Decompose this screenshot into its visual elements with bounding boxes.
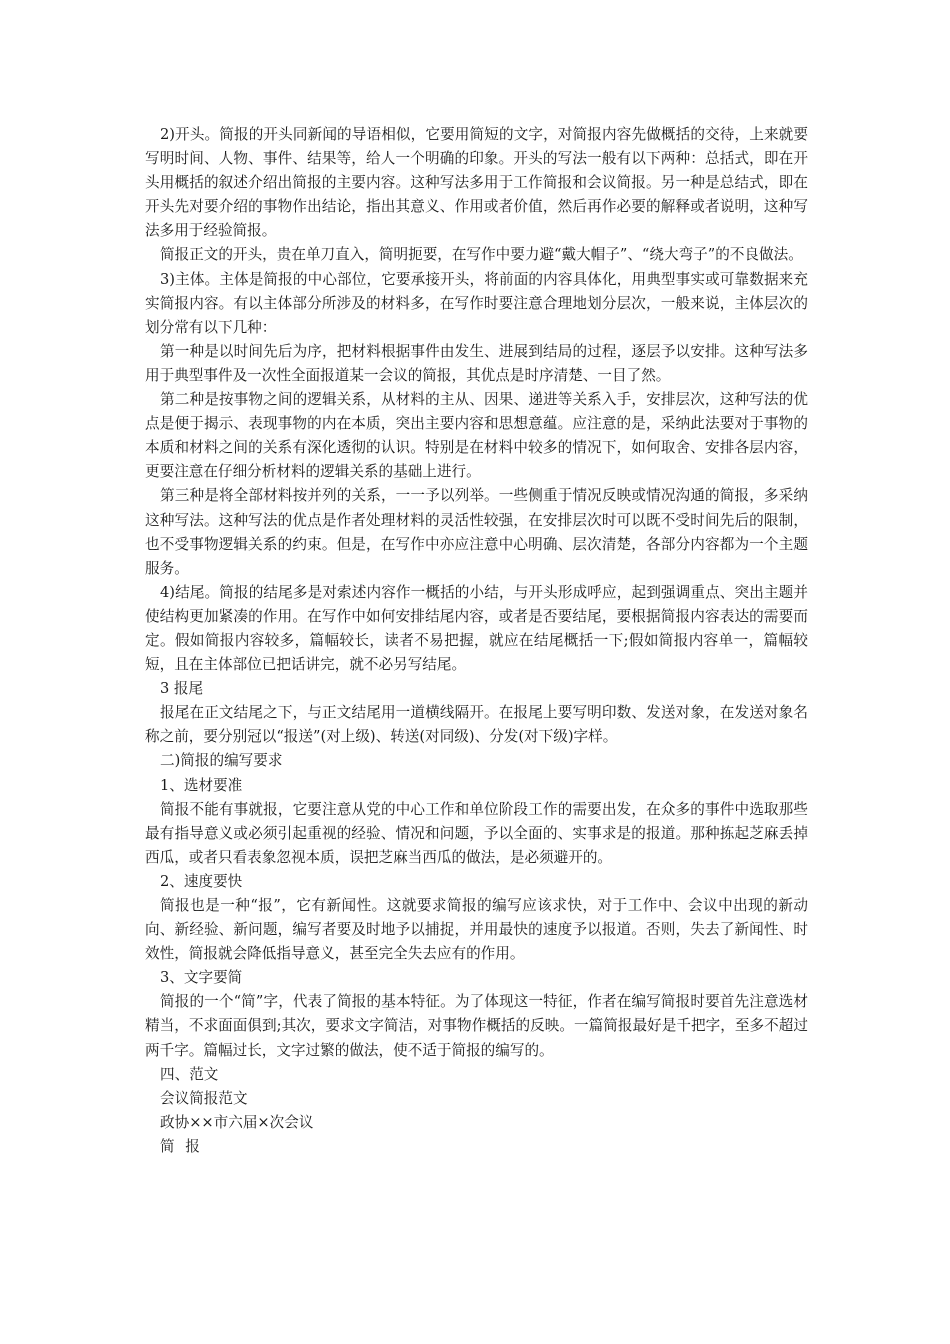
paragraph-method-two: 第二种是按事物之间的逻辑关系，从材料的主从、因果、递进等关系入手，安排层次，这种写法的优点是便于揭示、表现事物的内在本质，突出主要内容和思想意蕴。应注意的是，采纳此法要对于事物的本质和材料之间的关系有深化透彻的认识。特别是在材料中较多的情况下，如何取舍、安排各层内容，更要注意在仔细分析材料的逻辑关系的基础上进行。 — [145, 391, 808, 481]
heading-meeting-sample: 会议简报范文 — [160, 1089, 248, 1107]
paragraph-ending: 4)结尾。简报的结尾多是对索述内容作一概括的小结，与开头形成呼应，起到强调重点、突出主题并使结构更加紧凑的作用。在写作中如何安排结尾内容，或者是否要结尾，要根据简报内容表达的需要而定。假如简报内容较多，篇幅较长，读者不易把握，就应在结尾概括一下;假如简报内容单一，篇幅较短，且在主体部位已把话讲完，就不必另写结尾。 — [145, 583, 808, 674]
paragraph-opening: 2)开头。简报的开头同新闻的导语相似，它要用简短的文字，对简报内容先做概括的交待，上来就要写明时间、人物、事件、结果等，给人一个明确的印象。开头的写法一般有以下两种：总括式，即在开头用概括的叙述介绍出简报的主要内容。这种写法多用于工作简报和会议简报。另一种是总结式，即在开头先对要介绍的事物作出结论，指出其意义、作用或者价值，然后再作必要的解释或者说明，这种写法多用于经验简报。 — [145, 126, 808, 240]
heading-report-tail: 3 报尾 — [160, 680, 204, 698]
paragraph-opening-note: 简报正文的开头，贵在单刀直入，简明扼要，在写作中要力避“戴大帽子”、“绕大弯子”的不良做法。 — [160, 246, 803, 264]
paragraph-method-one: 第一种是以时间先后为序，把材料根据事件由发生、进展到结局的过程，逐层予以安排。这种写法多用于典型事件及一次性全面报道某一会议的简报，其优点是时序清楚、一目了然。 — [145, 342, 808, 384]
sample-meeting-title: 政协××市六届×次会议 — [160, 1113, 314, 1131]
paragraph-concise-text: 简报的一个“简”字，代表了简报的基本特征。为了体现这一特征，作者在编写简报时要首先注意选材精当，不求面面俱到;其次，要求文字简洁，对事物作概括的反映。一篇简报最好是千把字，至多不超过两千字。篇幅过长，文字过繁的做法，使不适于简报的编写的。 — [145, 993, 808, 1059]
paragraph-material-selection: 简报不能有事就报，它要注意从党的中心工作和单位阶段工作的需要出发，在众多的事件中选取那些最有指导意义或必须引起重视的经验、情况和问题，予以全面的、实事求是的报道。那种拣起芝麻丢掉西瓜，或者只看表象忽视本质，误把芝麻当西瓜的做法，是必须避开的。 — [145, 800, 808, 866]
document-body — [145, 123, 808, 1159]
sample-report-label: 简 报 — [160, 1137, 203, 1155]
heading-concise-text: 3、文字要简 — [160, 969, 243, 987]
paragraph-report-tail: 报尾在正文结尾之下，与正文结尾用一道横线隔开。在报尾上要写明印数、发送对象，在发送对象名称之前，要分别冠以“报送”(对上级)、转送(对同级)、分发(对下级)字样。 — [145, 704, 808, 746]
heading-speed: 2、速度要快 — [160, 872, 243, 890]
paragraph-method-three: 第三种是将全部材料按并列的关系，一一予以列举。一些侧重于情况反映或情况沟通的简报，多采纳这种写法。这种写法的优点是作者处理材料的灵活性较强，在安排层次时可以既不受时间先后的限制，也不受事物逻辑关系的约束。但是，在写作中亦应注意中心明确、层次清楚，各部分内容都为一个主题服务。 — [145, 487, 808, 577]
heading-writing-requirements: 二)简报的编写要求 — [160, 752, 283, 770]
heading-material-selection: 1、选材要准 — [160, 776, 243, 794]
heading-sample: 四、范文 — [160, 1065, 219, 1083]
paragraph-body-section: 3)主体。主体是简报的中心部位，它要承接开头，将前面的内容具体化，用典型事实或可靠数据来充实简报内容。有以主体部分所涉及的材料多，在写作时要注意合理地划分层次，一般来说，主体层次的划分常有以下几种： — [145, 270, 808, 336]
paragraph-speed: 简报也是一种“报”，它有新闻性。这就要求简报的编写应该求快，对于工作中、会议中出现的新动向、新经验、新问题，编写者要及时地予以捕捉，并用最快的速度予以报道。否则，失去了新闻性、时效性，简报就会降低指导意义，甚至完全失去应有的作用。 — [145, 897, 808, 963]
